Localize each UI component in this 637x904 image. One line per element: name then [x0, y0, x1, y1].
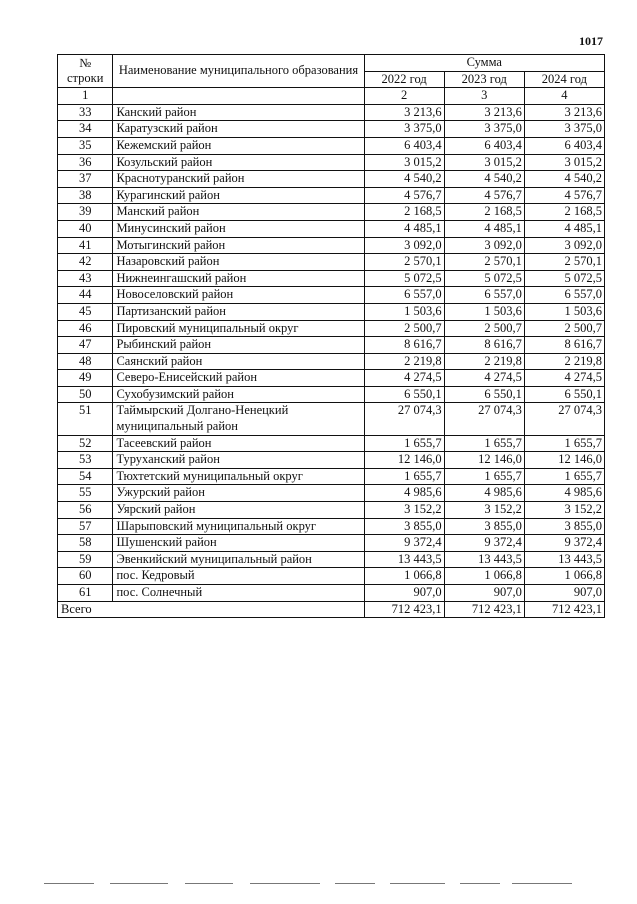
sum-2024: 2 500,7 [524, 320, 604, 337]
row-number: 51 [58, 403, 113, 435]
sum-2022: 9 372,4 [364, 535, 444, 552]
sum-2022: 2 570,1 [364, 254, 444, 271]
sum-2024: 6 550,1 [524, 386, 604, 403]
sum-2022: 3 092,0 [364, 237, 444, 254]
column-index-3: 3 [444, 88, 524, 105]
table-row [58, 403, 605, 435]
sum-2023: 3 213,6 [444, 104, 524, 121]
municipality-name: Кежемский район [113, 137, 364, 154]
sum-2022: 2 168,5 [364, 204, 444, 221]
row-number: 37 [58, 171, 113, 188]
budget-table [57, 54, 605, 618]
row-number: 47 [58, 337, 113, 354]
sum-2024: 4 576,7 [524, 187, 604, 204]
table-row [58, 254, 605, 271]
row-number: 57 [58, 518, 113, 535]
table-row [58, 468, 605, 485]
sum-2023: 12 146,0 [444, 452, 524, 469]
municipality-name: Ужурский район [113, 485, 364, 502]
sum-2024: 2 168,5 [524, 204, 604, 221]
row-number: 35 [58, 137, 113, 154]
sum-2022: 1 655,7 [364, 435, 444, 452]
municipality-name: пос. Кедровый [113, 568, 364, 585]
table-row [58, 435, 605, 452]
row-number: 53 [58, 452, 113, 469]
sum-2024: 5 072,5 [524, 270, 604, 287]
table-row [58, 370, 605, 387]
municipality-name: Курагинский район [113, 187, 364, 204]
municipality-name: Козульский район [113, 154, 364, 171]
table-row [58, 121, 605, 138]
table-row [58, 137, 605, 154]
sum-2022: 6 550,1 [364, 386, 444, 403]
sum-2022: 13 443,5 [364, 551, 444, 568]
table-row [58, 551, 605, 568]
table-row [58, 320, 605, 337]
sum-2023: 6 403,4 [444, 137, 524, 154]
sum-2023: 3 092,0 [444, 237, 524, 254]
sum-2022: 4 274,5 [364, 370, 444, 387]
header-row-number: № строки [58, 55, 113, 88]
sum-2023: 3 375,0 [444, 121, 524, 138]
table-row [58, 485, 605, 502]
sum-2023: 8 616,7 [444, 337, 524, 354]
sum-2023: 2 570,1 [444, 254, 524, 271]
sum-2022: 4 985,6 [364, 485, 444, 502]
row-number: 39 [58, 204, 113, 221]
column-index-1-name [113, 88, 364, 105]
row-number: 41 [58, 237, 113, 254]
sum-2023: 4 485,1 [444, 220, 524, 237]
row-number: 36 [58, 154, 113, 171]
sum-2023: 13 443,5 [444, 551, 524, 568]
header-municipality-name: Наименование муниципального образования [113, 55, 364, 88]
sum-2023: 6 550,1 [444, 386, 524, 403]
sum-2022: 3 855,0 [364, 518, 444, 535]
municipality-name: Туруханский район [113, 452, 364, 469]
sum-2024: 6 557,0 [524, 287, 604, 304]
column-index-4: 4 [524, 88, 604, 105]
sum-2023: 907,0 [444, 585, 524, 602]
table-row [58, 270, 605, 287]
sum-2022: 907,0 [364, 585, 444, 602]
sum-2022: 1 655,7 [364, 468, 444, 485]
municipality-name: Манский район [113, 204, 364, 221]
sum-2022: 6 557,0 [364, 287, 444, 304]
row-number: 33 [58, 104, 113, 121]
table-row [58, 220, 605, 237]
sum-2024: 4 274,5 [524, 370, 604, 387]
row-number: 58 [58, 535, 113, 552]
table-row [58, 287, 605, 304]
sum-2024: 1 066,8 [524, 568, 604, 585]
municipality-name: Тюхтетский муниципальный округ [113, 468, 364, 485]
table-row [58, 386, 605, 403]
table-row [58, 353, 605, 370]
table-row [58, 154, 605, 171]
sum-2022: 4 540,2 [364, 171, 444, 188]
sum-2022: 2 500,7 [364, 320, 444, 337]
sum-2022: 8 616,7 [364, 337, 444, 354]
municipality-name: Мотыгинский район [113, 237, 364, 254]
row-number: 56 [58, 502, 113, 519]
row-number: 45 [58, 303, 113, 320]
municipality-name: Сухобузимский район [113, 386, 364, 403]
header-sum: Сумма [364, 55, 604, 72]
sum-2023: 1 655,7 [444, 435, 524, 452]
municipality-name: Шушенский район [113, 535, 364, 552]
total-row [58, 601, 605, 618]
municipality-name: Канский район [113, 104, 364, 121]
municipality-name: Рыбинский район [113, 337, 364, 354]
municipality-name: Назаровский район [113, 254, 364, 271]
sum-2023: 9 372,4 [444, 535, 524, 552]
sum-2023: 1 066,8 [444, 568, 524, 585]
table-row [58, 104, 605, 121]
sum-2024: 2 219,8 [524, 353, 604, 370]
sum-2024: 907,0 [524, 585, 604, 602]
row-number: 40 [58, 220, 113, 237]
sum-2023: 1 503,6 [444, 303, 524, 320]
table-row [58, 237, 605, 254]
table-row [58, 585, 605, 602]
sum-2024: 1 503,6 [524, 303, 604, 320]
sum-2024: 3 092,0 [524, 237, 604, 254]
sum-2024: 4 540,2 [524, 171, 604, 188]
column-index-2: 2 [364, 88, 444, 105]
row-number: 34 [58, 121, 113, 138]
table-row [58, 204, 605, 221]
sum-2023: 2 168,5 [444, 204, 524, 221]
row-number: 38 [58, 187, 113, 204]
sum-2023: 4 576,7 [444, 187, 524, 204]
table-row [58, 171, 605, 188]
sum-2022: 4 485,1 [364, 220, 444, 237]
sum-2022: 3 152,2 [364, 502, 444, 519]
row-number: 54 [58, 468, 113, 485]
table-row [58, 535, 605, 552]
table-row [58, 452, 605, 469]
sum-2024: 2 570,1 [524, 254, 604, 271]
municipality-name: Нижнеингашский район [113, 270, 364, 287]
row-number: 48 [58, 353, 113, 370]
sum-2022: 3 213,6 [364, 104, 444, 121]
sum-2024: 8 616,7 [524, 337, 604, 354]
sum-2024: 3 375,0 [524, 121, 604, 138]
sum-2022: 1 066,8 [364, 568, 444, 585]
row-number: 43 [58, 270, 113, 287]
row-number: 61 [58, 585, 113, 602]
table-header [58, 55, 605, 105]
municipality-name: Пировский муниципальный округ [113, 320, 364, 337]
total-2022: 712 423,1 [364, 601, 444, 618]
sum-2023: 4 985,6 [444, 485, 524, 502]
sum-2022: 5 072,5 [364, 270, 444, 287]
sum-2023: 2 500,7 [444, 320, 524, 337]
row-number: 50 [58, 386, 113, 403]
sum-2022: 12 146,0 [364, 452, 444, 469]
table-row [58, 187, 605, 204]
municipality-name: Партизанский район [113, 303, 364, 320]
sum-2023: 3 152,2 [444, 502, 524, 519]
sum-2023: 6 557,0 [444, 287, 524, 304]
sum-2023: 4 540,2 [444, 171, 524, 188]
header-year-2022: 2022 год [364, 71, 444, 88]
municipality-name: Минусинский район [113, 220, 364, 237]
sum-2024: 3 152,2 [524, 502, 604, 519]
sum-2022: 4 576,7 [364, 187, 444, 204]
sum-2024: 6 403,4 [524, 137, 604, 154]
sum-2024: 27 074,3 [524, 403, 604, 435]
municipality-name: пос. Солнечный [113, 585, 364, 602]
page-number: 1017 [579, 34, 603, 48]
sum-2024: 3 855,0 [524, 518, 604, 535]
sum-2024: 3 015,2 [524, 154, 604, 171]
sum-2022: 27 074,3 [364, 403, 444, 435]
total-2023: 712 423,1 [444, 601, 524, 618]
table-row [58, 303, 605, 320]
municipality-name: Эвенкийский муниципальный район [113, 551, 364, 568]
row-number: 52 [58, 435, 113, 452]
row-number: 55 [58, 485, 113, 502]
municipality-name: Саянский район [113, 353, 364, 370]
table-row [58, 568, 605, 585]
sum-2024: 3 213,6 [524, 104, 604, 121]
sum-2024: 13 443,5 [524, 551, 604, 568]
municipality-name: Каратузский район [113, 121, 364, 138]
total-label: Всего [58, 601, 365, 618]
sum-2024: 9 372,4 [524, 535, 604, 552]
sum-2024: 12 146,0 [524, 452, 604, 469]
sum-2023: 4 274,5 [444, 370, 524, 387]
row-number: 60 [58, 568, 113, 585]
municipality-name: Тасеевский район [113, 435, 364, 452]
header-year-2024: 2024 год [524, 71, 604, 88]
sum-2023: 2 219,8 [444, 353, 524, 370]
sum-2023: 3 855,0 [444, 518, 524, 535]
row-number: 46 [58, 320, 113, 337]
table-body [58, 104, 605, 601]
municipality-name: Новоселовский район [113, 287, 364, 304]
header-year-2023: 2023 год [444, 71, 524, 88]
table-row [58, 518, 605, 535]
row-number: 59 [58, 551, 113, 568]
total-2024: 712 423,1 [524, 601, 604, 618]
sum-2024: 4 985,6 [524, 485, 604, 502]
municipality-name: Уярский район [113, 502, 364, 519]
row-number: 44 [58, 287, 113, 304]
row-number: 42 [58, 254, 113, 271]
sum-2023: 1 655,7 [444, 468, 524, 485]
sum-2023: 3 015,2 [444, 154, 524, 171]
row-number: 49 [58, 370, 113, 387]
municipality-name: Таймырский Долгано-Ненецкий муниципальный район [113, 403, 364, 435]
sum-2023: 5 072,5 [444, 270, 524, 287]
sum-2024: 1 655,7 [524, 468, 604, 485]
sum-2024: 1 655,7 [524, 435, 604, 452]
table-row [58, 502, 605, 519]
column-index-1: 1 [58, 88, 113, 105]
sum-2023: 27 074,3 [444, 403, 524, 435]
sum-2022: 3 015,2 [364, 154, 444, 171]
table-row [58, 337, 605, 354]
municipality-name: Шарыповский муниципальный округ [113, 518, 364, 535]
sum-2022: 2 219,8 [364, 353, 444, 370]
sum-2022: 1 503,6 [364, 303, 444, 320]
sum-2022: 3 375,0 [364, 121, 444, 138]
municipality-name: Краснотуранский район [113, 171, 364, 188]
municipality-name: Северо-Енисейский район [113, 370, 364, 387]
sum-2022: 6 403,4 [364, 137, 444, 154]
sum-2024: 4 485,1 [524, 220, 604, 237]
scan-artifact-lines [0, 883, 637, 887]
